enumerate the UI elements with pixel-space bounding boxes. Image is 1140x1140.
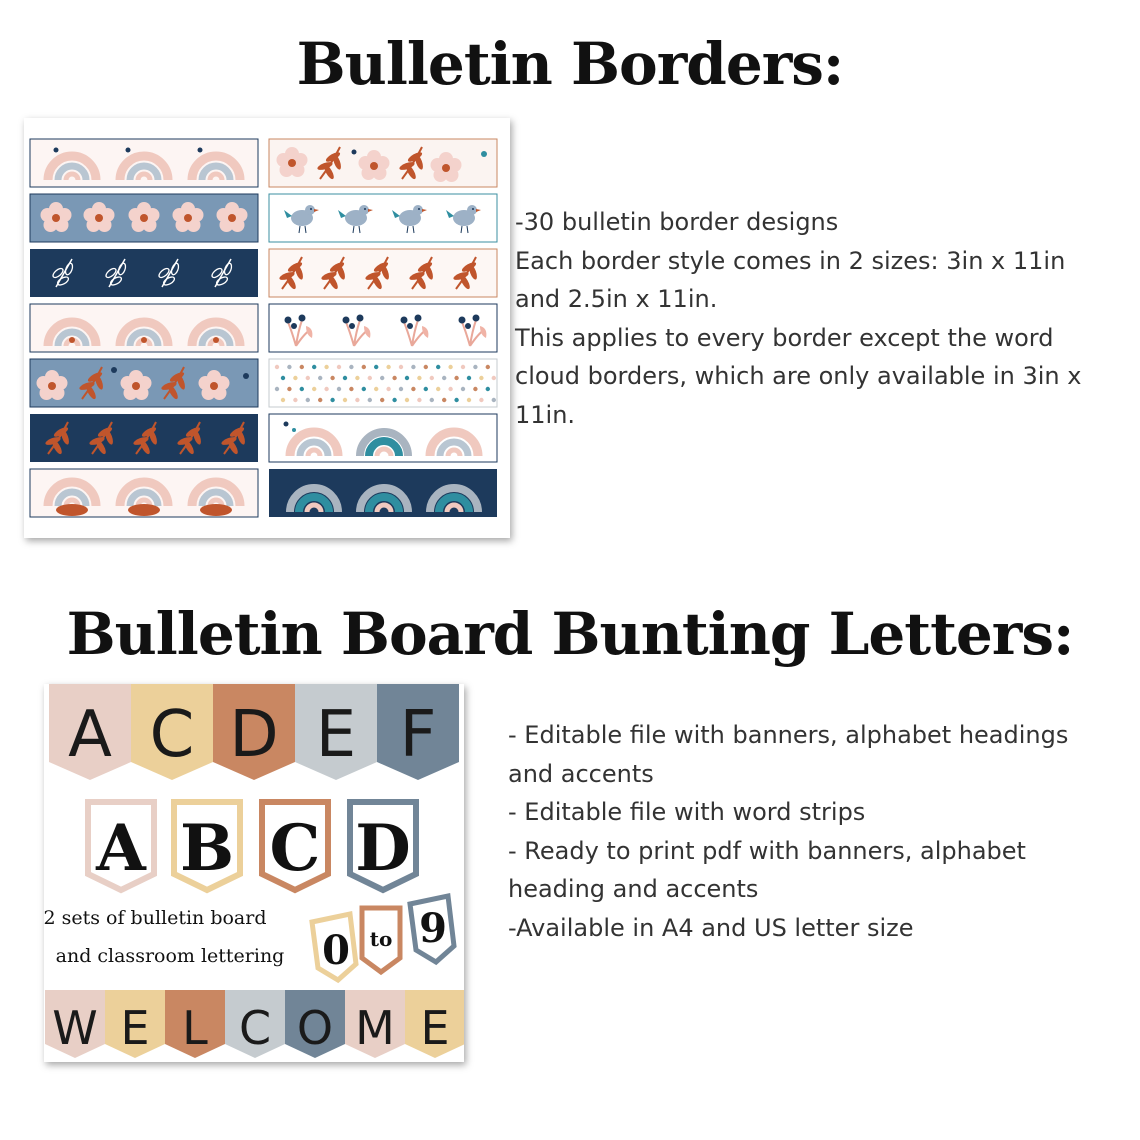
confetti-dot <box>355 376 359 380</box>
desc-line: and accents <box>508 759 654 788</box>
confetti-dot <box>306 398 310 402</box>
confetti-dot <box>424 365 428 369</box>
bunting-middle-row <box>88 802 416 890</box>
desc-line: This applies to every border except the word <box>515 323 1054 352</box>
confetti-dot <box>454 376 458 380</box>
pennant-number: to <box>369 927 393 951</box>
bunting-illustration <box>44 684 464 1062</box>
desc-line: heading and accents <box>508 875 759 903</box>
desc-line: and 2.5in x 11in. <box>515 285 718 313</box>
border-strip-rainbows-navy <box>269 469 497 517</box>
border-strip-rainbows-pink <box>30 139 258 187</box>
confetti-dot <box>454 398 458 402</box>
confetti-dot <box>492 376 496 380</box>
confetti-dot <box>467 376 471 380</box>
pennant-letter: E <box>315 698 357 772</box>
pennant-letter: O <box>296 1001 334 1055</box>
confetti-dot <box>343 398 347 402</box>
confetti-dot <box>300 387 304 391</box>
confetti-dot <box>479 376 483 380</box>
confetti-dot <box>386 365 390 369</box>
confetti-dot <box>368 398 372 402</box>
confetti-dot <box>324 387 328 391</box>
confetti-dot <box>486 365 490 369</box>
pennant-letter: C <box>269 811 321 886</box>
confetti-dot <box>467 398 471 402</box>
confetti-dot <box>324 365 328 369</box>
confetti-dot <box>473 387 477 391</box>
confetti-dot <box>386 387 390 391</box>
confetti-dot <box>399 387 403 391</box>
desc-line: -30 bulletin border designs <box>515 208 839 236</box>
confetti-dot <box>405 398 409 402</box>
border-strip-floral-mix-blue <box>30 359 258 407</box>
preview-caption-line: and classroom lettering <box>55 945 285 967</box>
pennant-letter: D <box>355 811 411 886</box>
confetti-dot <box>312 387 316 391</box>
pennant-letter: C <box>238 1001 272 1055</box>
confetti-dot <box>380 398 384 402</box>
bunting-bottom-row <box>45 990 464 1058</box>
pennant-number: 9 <box>419 905 447 952</box>
confetti-dot <box>492 398 496 402</box>
desc-line: - Ready to print pdf with banners, alphabet <box>508 836 1026 865</box>
confetti-dot <box>287 387 291 391</box>
confetti-dot <box>355 398 359 402</box>
pennant-letter: E <box>120 1001 150 1055</box>
desc-line: 11in. <box>515 400 576 429</box>
pennant-letter: A <box>68 698 112 772</box>
confetti-dot <box>337 387 341 391</box>
bunting-letters-title: Bulletin Board Bunting Letters: <box>66 600 1074 668</box>
confetti-dot <box>399 365 403 369</box>
confetti-dot <box>275 387 279 391</box>
border-strip-dots <box>269 359 497 407</box>
confetti-dot <box>287 365 291 369</box>
border-strip-floral-mix-white <box>269 139 497 187</box>
confetti-dot <box>424 387 428 391</box>
confetti-dot <box>461 365 465 369</box>
confetti-dot <box>430 376 434 380</box>
pennant-letter: A <box>96 811 146 886</box>
confetti-dot <box>417 398 421 402</box>
confetti-dot <box>281 376 285 380</box>
bunting-numbers <box>312 896 454 980</box>
bunting-top-row <box>49 684 459 780</box>
desc-line: - Editable file with word strips <box>508 798 866 826</box>
confetti-dot <box>337 365 341 369</box>
pennant-letter: W <box>52 1001 98 1055</box>
confetti-dot <box>448 365 452 369</box>
preview-caption-line: 2 sets of bulletin board <box>44 907 267 929</box>
confetti-dot <box>392 398 396 402</box>
confetti-dot <box>411 365 415 369</box>
pennant-number: 0 <box>322 927 350 974</box>
confetti-dot <box>442 398 446 402</box>
confetti-dot <box>362 365 366 369</box>
pennant-letter: M <box>355 1001 395 1055</box>
bulletin-borders-title: Bulletin Borders: <box>296 30 844 98</box>
confetti-dot <box>343 376 347 380</box>
border-strips-illustration <box>24 118 510 538</box>
confetti-dot <box>380 376 384 380</box>
border-strip-leaves-navy <box>30 249 258 297</box>
confetti-dot <box>293 398 297 402</box>
confetti-dot <box>486 387 490 391</box>
confetti-dot <box>306 376 310 380</box>
confetti-dot <box>405 376 409 380</box>
confetti-dot <box>417 376 421 380</box>
confetti-dot <box>436 387 440 391</box>
bunting-letters-description <box>508 716 1108 947</box>
confetti-dot <box>312 365 316 369</box>
pennant-letter: C <box>149 698 195 772</box>
confetti-dot <box>349 365 353 369</box>
confetti-dot <box>275 365 279 369</box>
bulletin-borders-preview <box>24 118 510 538</box>
confetti-dot <box>300 365 304 369</box>
confetti-dot <box>436 365 440 369</box>
confetti-dot <box>374 387 378 391</box>
confetti-dot <box>362 387 366 391</box>
confetti-dot <box>461 387 465 391</box>
border-strip-berries <box>269 304 497 352</box>
border-strip-birds <box>269 194 497 242</box>
confetti-dot <box>442 376 446 380</box>
confetti-dot <box>349 387 353 391</box>
confetti-dot <box>430 398 434 402</box>
pennant-letter: D <box>229 698 279 772</box>
confetti-dot <box>330 398 334 402</box>
confetti-dot <box>330 376 334 380</box>
confetti-dot <box>479 398 483 402</box>
confetti-dot <box>392 376 396 380</box>
desc-line: cloud borders, which are only available in 3in x <box>515 362 1082 390</box>
confetti-dot <box>318 376 322 380</box>
border-strip-leaves-rust-white <box>269 249 497 297</box>
pennant-letter: E <box>420 1001 450 1055</box>
border-strip-leaves-rust-navy <box>30 414 258 462</box>
confetti-dot <box>473 365 477 369</box>
confetti-dot <box>293 376 297 380</box>
border-strip-rainbows-mixed <box>269 414 497 462</box>
confetti-dot <box>411 387 415 391</box>
pennant-letter: L <box>182 1001 208 1055</box>
confetti-dot <box>318 398 322 402</box>
bunting-letters-preview <box>44 684 464 1062</box>
confetti-dot <box>448 387 452 391</box>
desc-line: Each border style comes in 2 sizes: 3in x 11in <box>515 246 1066 275</box>
border-strip-rainbows-heart <box>30 304 258 352</box>
pennant-letter: B <box>179 811 235 886</box>
border-strip-flowers-blue <box>30 194 258 242</box>
desc-line: - Editable file with banners, alphabet headings <box>508 721 1069 749</box>
border-strip-rainbows-clouds <box>30 469 258 517</box>
confetti-dot <box>368 376 372 380</box>
confetti-dot <box>374 365 378 369</box>
pennant-letter: F <box>399 698 437 772</box>
desc-line: -Available in A4 and US letter size <box>508 913 914 942</box>
confetti-dot <box>281 398 285 402</box>
bulletin-borders-description <box>515 203 1115 434</box>
